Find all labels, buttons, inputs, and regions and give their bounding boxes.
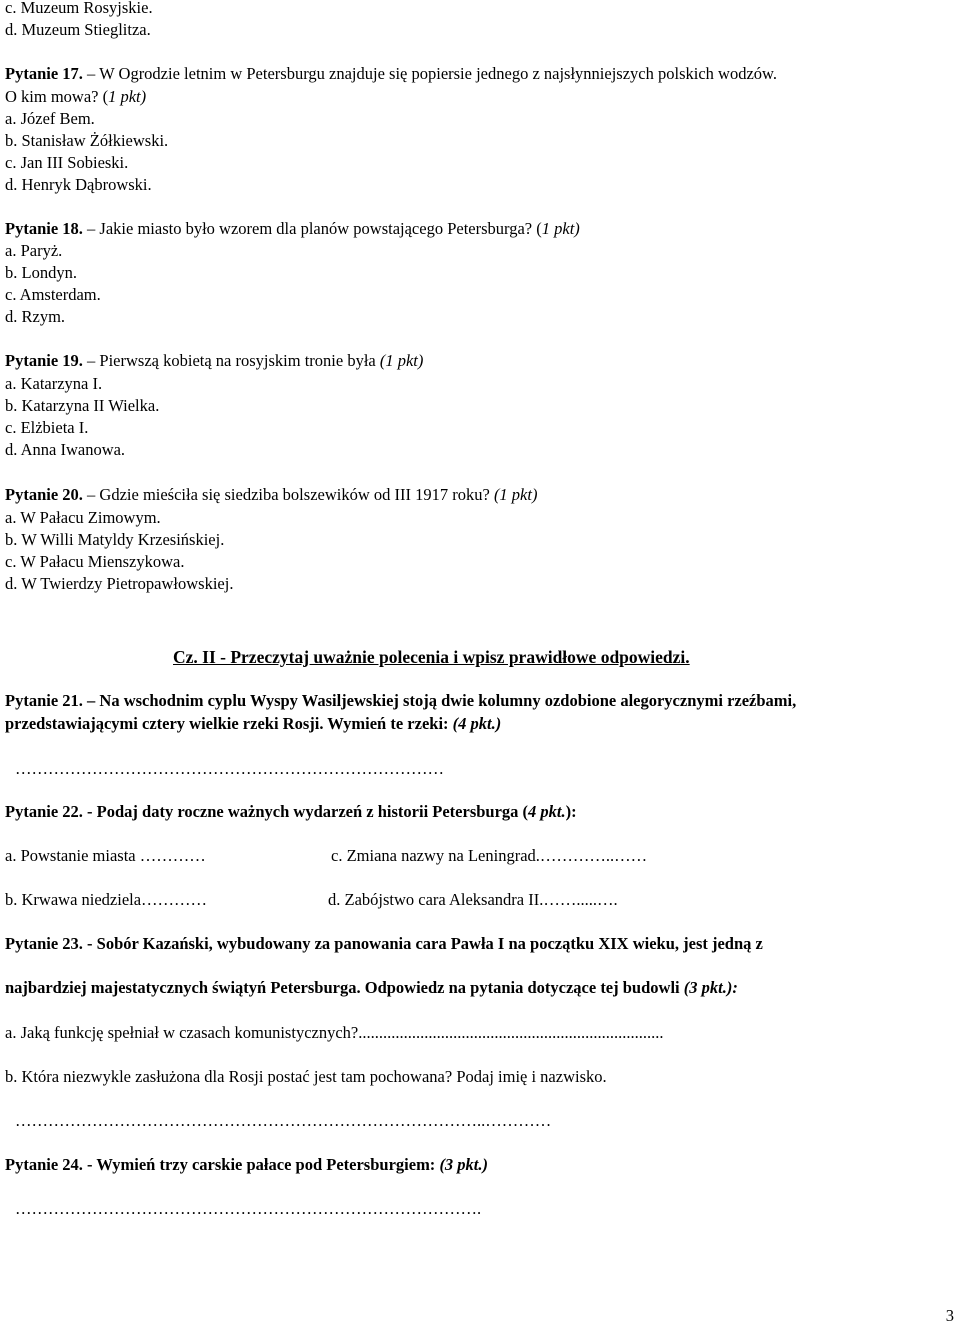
option: d. W Twierdzy Pietropawłowskiej. [5, 574, 234, 593]
subquestion-a[interactable]: a. Jaką funkcję spełniał w czasach komunistycznych?.......................................................................... [5, 1023, 664, 1042]
question-number: Pytanie 17. [5, 64, 83, 83]
answer-line[interactable]: …………………………………………………………………………. [15, 1199, 482, 1218]
points: (3 pkt.) [439, 1155, 489, 1174]
question-text-cont: przedstawiającymi cztery wielkie rzeki Rosji. Wymień te rzeki: [5, 714, 449, 733]
option: d. Henryk Dąbrowski. [5, 175, 152, 194]
subquestion-b: b. Która niezwykle zasłużona dla Rosji postać jest tam pochowana? Podaj imię i nazwisko. [5, 1067, 607, 1086]
question-17 [5, 63, 777, 85]
section-heading: Cz. II - Przeczytaj uważnie polecenia i wpisz prawidłowe odpowiedzi. [173, 647, 690, 667]
question-19 [5, 350, 423, 372]
question-text: – W Ogrodzie letnim w Petersburgu znajduje się popiersie jednego z najsłynniejszych polskich wodzów. [87, 64, 777, 83]
question-number: Pytanie 22. [5, 802, 83, 821]
option: a. Paryż. [5, 241, 63, 260]
question-text: - Sobór Kazański, wybudowany za panowania cara Pawła I na początku XIX wieku, jest jedną z [87, 934, 763, 953]
points: 1 pkt) [541, 219, 580, 238]
option: a. Katarzyna I. [5, 374, 103, 393]
question-number: Pytanie 19. [5, 351, 83, 370]
question-text: – Jakie miasto było wzorem dla planów powstającego Petersburga? ( [87, 219, 542, 238]
question-text: - Wymień trzy carskie pałace pod Petersburgiem: [87, 1155, 436, 1174]
option: b. Katarzyna II Wielka. [5, 396, 160, 415]
question-number: Pytanie 24. [5, 1155, 83, 1174]
option: b. W Willi Matyldy Krzesińskiej. [5, 530, 225, 549]
question-text-cont: O kim mowa? ( [5, 87, 109, 106]
option: d. Anna Iwanowa. [5, 440, 126, 459]
question-18 [5, 218, 580, 240]
answer-line[interactable]: …………………………………………………………………… [15, 759, 444, 778]
question-23-line2 [5, 977, 738, 999]
question-21 [5, 690, 796, 712]
option: a. Józef Bem. [5, 109, 95, 128]
question-23 [5, 933, 763, 955]
answer-c[interactable]: c. Zmiana nazwy na Leningrad.…………..…… [331, 846, 648, 865]
points: (3 pkt.): [683, 978, 738, 997]
question-24 [5, 1154, 488, 1176]
page-number: 3 [945, 1306, 954, 1325]
question-number: Pytanie 23. [5, 934, 83, 953]
question-21-line2 [5, 713, 501, 735]
answer-b[interactable]: b. Krwawa niedziela………… [5, 890, 208, 909]
option: d. Rzym. [5, 307, 66, 326]
answer-d[interactable]: d. Zabójstwo cara Aleksandra II.…….....…. [328, 890, 618, 909]
points: (1 pkt) [493, 485, 538, 504]
option: b. Londyn. [5, 263, 77, 282]
question-17-line2 [5, 86, 146, 108]
question-number: Pytanie 20. [5, 485, 83, 504]
answer-line[interactable]: …………………………………………………………………………..………… [15, 1111, 552, 1130]
points: 4 pkt. [528, 802, 566, 821]
question-22 [5, 801, 577, 823]
option-c: c. Muzeum Rosyjskie. [5, 0, 153, 17]
question-text: – Pierwszą kobietą na rosyjskim tronie była [87, 351, 376, 370]
question-20 [5, 484, 537, 506]
option-d: d. Muzeum Stieglitza. [5, 20, 151, 39]
question-number: Pytanie 21. [5, 691, 83, 710]
points: (4 pkt.) [452, 714, 502, 733]
question-text: - Podaj daty roczne ważnych wydarzeń z historii Petersburga ( [87, 802, 529, 821]
option: c. Amsterdam. [5, 285, 101, 304]
question-text-cont: najbardziej majestatycznych świątyń Petersburga. Odpowiedz na pytania dotyczące tej budowli [5, 978, 680, 997]
question-text-end: ): [565, 802, 577, 821]
option: a. W Pałacu Zimowym. [5, 508, 161, 527]
points: 1 pkt) [108, 87, 147, 106]
question-text: – Gdzie mieściła się siedziba bolszewików od III 1917 roku? [87, 485, 490, 504]
option: c. W Pałacu Mienszykowa. [5, 552, 185, 571]
option: c. Jan III Sobieski. [5, 153, 129, 172]
question-number: Pytanie 18. [5, 219, 83, 238]
option: c. Elżbieta I. [5, 418, 89, 437]
question-text: – Na wschodnim cyplu Wyspy Wasiljewskiej stoją dwie kolumny ozdobione alegorycznymi rzeźbami, [87, 691, 797, 710]
answer-a[interactable]: a. Powstanie miasta ………… [5, 846, 206, 865]
option: b. Stanisław Żółkiewski. [5, 131, 169, 150]
points: (1 pkt) [379, 351, 424, 370]
